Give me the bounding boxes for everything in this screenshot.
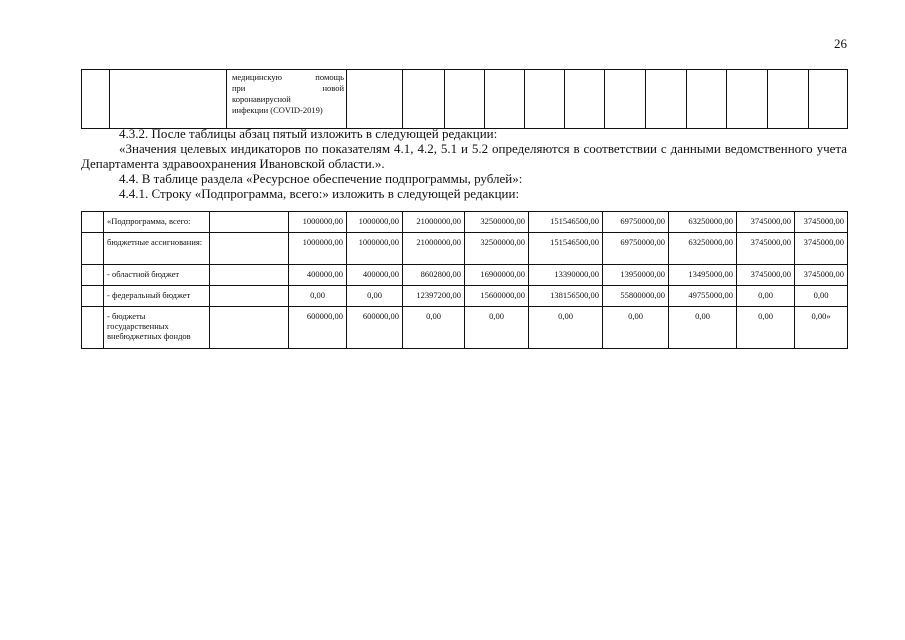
row-label: - федеральный бюджет	[104, 286, 210, 307]
value-cell: 400000,00	[289, 265, 347, 286]
value-cell: 32500000,00	[465, 212, 529, 233]
description-line: медицинскую помощь	[232, 72, 344, 82]
page-number: 26	[834, 36, 847, 51]
table-cell	[445, 70, 485, 129]
table-cell	[727, 70, 768, 129]
table-cell	[110, 70, 227, 129]
value-cell: 13495000,00	[669, 265, 737, 286]
table-cell	[82, 286, 104, 307]
value-cell: 0,00	[603, 307, 669, 349]
row-label: бюджетные ассигнования:	[104, 233, 210, 265]
value-cell: 1000000,00	[289, 212, 347, 233]
table-cell	[82, 212, 104, 233]
value-cell: 600000,00	[289, 307, 347, 349]
value-cell: 15600000,00	[465, 286, 529, 307]
table-cell	[210, 307, 289, 349]
value-cell: 0,00	[289, 286, 347, 307]
value-cell: 3745000,00	[737, 265, 795, 286]
value-cell: 1000000,00	[347, 233, 403, 265]
value-cell: 0,00	[347, 286, 403, 307]
table-cell	[605, 70, 646, 129]
value-cell: 3745000,00	[795, 265, 848, 286]
table-cell	[210, 233, 289, 265]
value-cell: 63250000,00	[669, 233, 737, 265]
description-line: коронавирусной	[232, 94, 291, 104]
table-cell	[687, 70, 727, 129]
table-row	[82, 233, 848, 265]
description-line: инфекции (COVID-2019)	[232, 105, 323, 115]
value-cell: 0,00	[669, 307, 737, 349]
value-cell: 0,00	[403, 307, 465, 349]
table-cell	[82, 307, 104, 349]
value-cell: 1000000,00	[289, 233, 347, 265]
table-row	[82, 212, 848, 233]
table-cell	[809, 70, 848, 129]
table-row	[82, 286, 848, 307]
value-cell: 16900000,00	[465, 265, 529, 286]
table-cell	[347, 70, 403, 129]
value-cell: 12397200,00	[403, 286, 465, 307]
value-cell: 0,00	[737, 307, 795, 349]
value-cell: 151546500,00	[529, 233, 603, 265]
value-cell: 13950000,00	[603, 265, 669, 286]
value-cell: 138156500,00	[529, 286, 603, 307]
amendment-text	[81, 126, 847, 201]
table-cell	[210, 212, 289, 233]
table-cell	[82, 233, 104, 265]
paragraph: 4.4.1. Строку «Подпрограмма, всего:» изложить в следующей редакции:	[119, 186, 520, 201]
value-cell: 0,00	[737, 286, 795, 307]
indicator-description-cell	[227, 70, 347, 129]
table-cell	[768, 70, 809, 129]
value-cell: 3745000,00	[737, 212, 795, 233]
value-cell: 0,00»	[795, 307, 848, 349]
paragraph: 4.3.2. После таблицы абзац пятый изложить в следующей редакции:	[119, 126, 498, 141]
value-cell: 21000000,00	[403, 212, 465, 233]
value-cell: 151546500,00	[529, 212, 603, 233]
value-cell: 0,00	[795, 286, 848, 307]
resource-table	[81, 211, 848, 349]
table-row	[82, 265, 848, 286]
value-cell: 3745000,00	[795, 233, 848, 265]
description-line: при новой	[232, 83, 344, 93]
value-cell: 63250000,00	[669, 212, 737, 233]
value-cell: 600000,00	[347, 307, 403, 349]
value-cell: 32500000,00	[465, 233, 529, 265]
table-cell	[646, 70, 687, 129]
row-label: - бюджеты государственных внебюджетных фондов	[104, 307, 210, 349]
value-cell: 1000000,00	[347, 212, 403, 233]
value-cell: 400000,00	[347, 265, 403, 286]
value-cell: 3745000,00	[795, 212, 848, 233]
value-cell: 3745000,00	[737, 233, 795, 265]
indicator-table-fragment	[81, 69, 848, 129]
table-cell	[525, 70, 565, 129]
value-cell: 0,00	[465, 307, 529, 349]
value-cell: 13390000,00	[529, 265, 603, 286]
table-cell	[565, 70, 605, 129]
table-cell	[485, 70, 525, 129]
value-cell: 8602800,00	[403, 265, 465, 286]
table-cell	[82, 265, 104, 286]
paragraph: «Значения целевых индикаторов по показателям 4.1, 4.2, 5.1 и 5.2 определяются в соответствии с данными ведомственного учета Департамента здравоохранения Ивановской области.».	[81, 141, 847, 171]
table-cell	[210, 265, 289, 286]
table-cell	[210, 286, 289, 307]
value-cell: 69750000,00	[603, 212, 669, 233]
value-cell: 55800000,00	[603, 286, 669, 307]
value-cell: 49755000,00	[669, 286, 737, 307]
paragraph: 4.4. В таблице раздела «Ресурсное обеспечение подпрограммы, рублей»:	[119, 171, 523, 186]
value-cell: 0,00	[529, 307, 603, 349]
table-cell	[82, 70, 110, 129]
table-row	[82, 70, 848, 129]
row-label: - областной бюджет	[104, 265, 210, 286]
row-label: «Подпрограмма, всего:	[104, 212, 210, 233]
value-cell: 69750000,00	[603, 233, 669, 265]
value-cell: 21000000,00	[403, 233, 465, 265]
table-row	[82, 307, 848, 349]
table-cell	[403, 70, 445, 129]
